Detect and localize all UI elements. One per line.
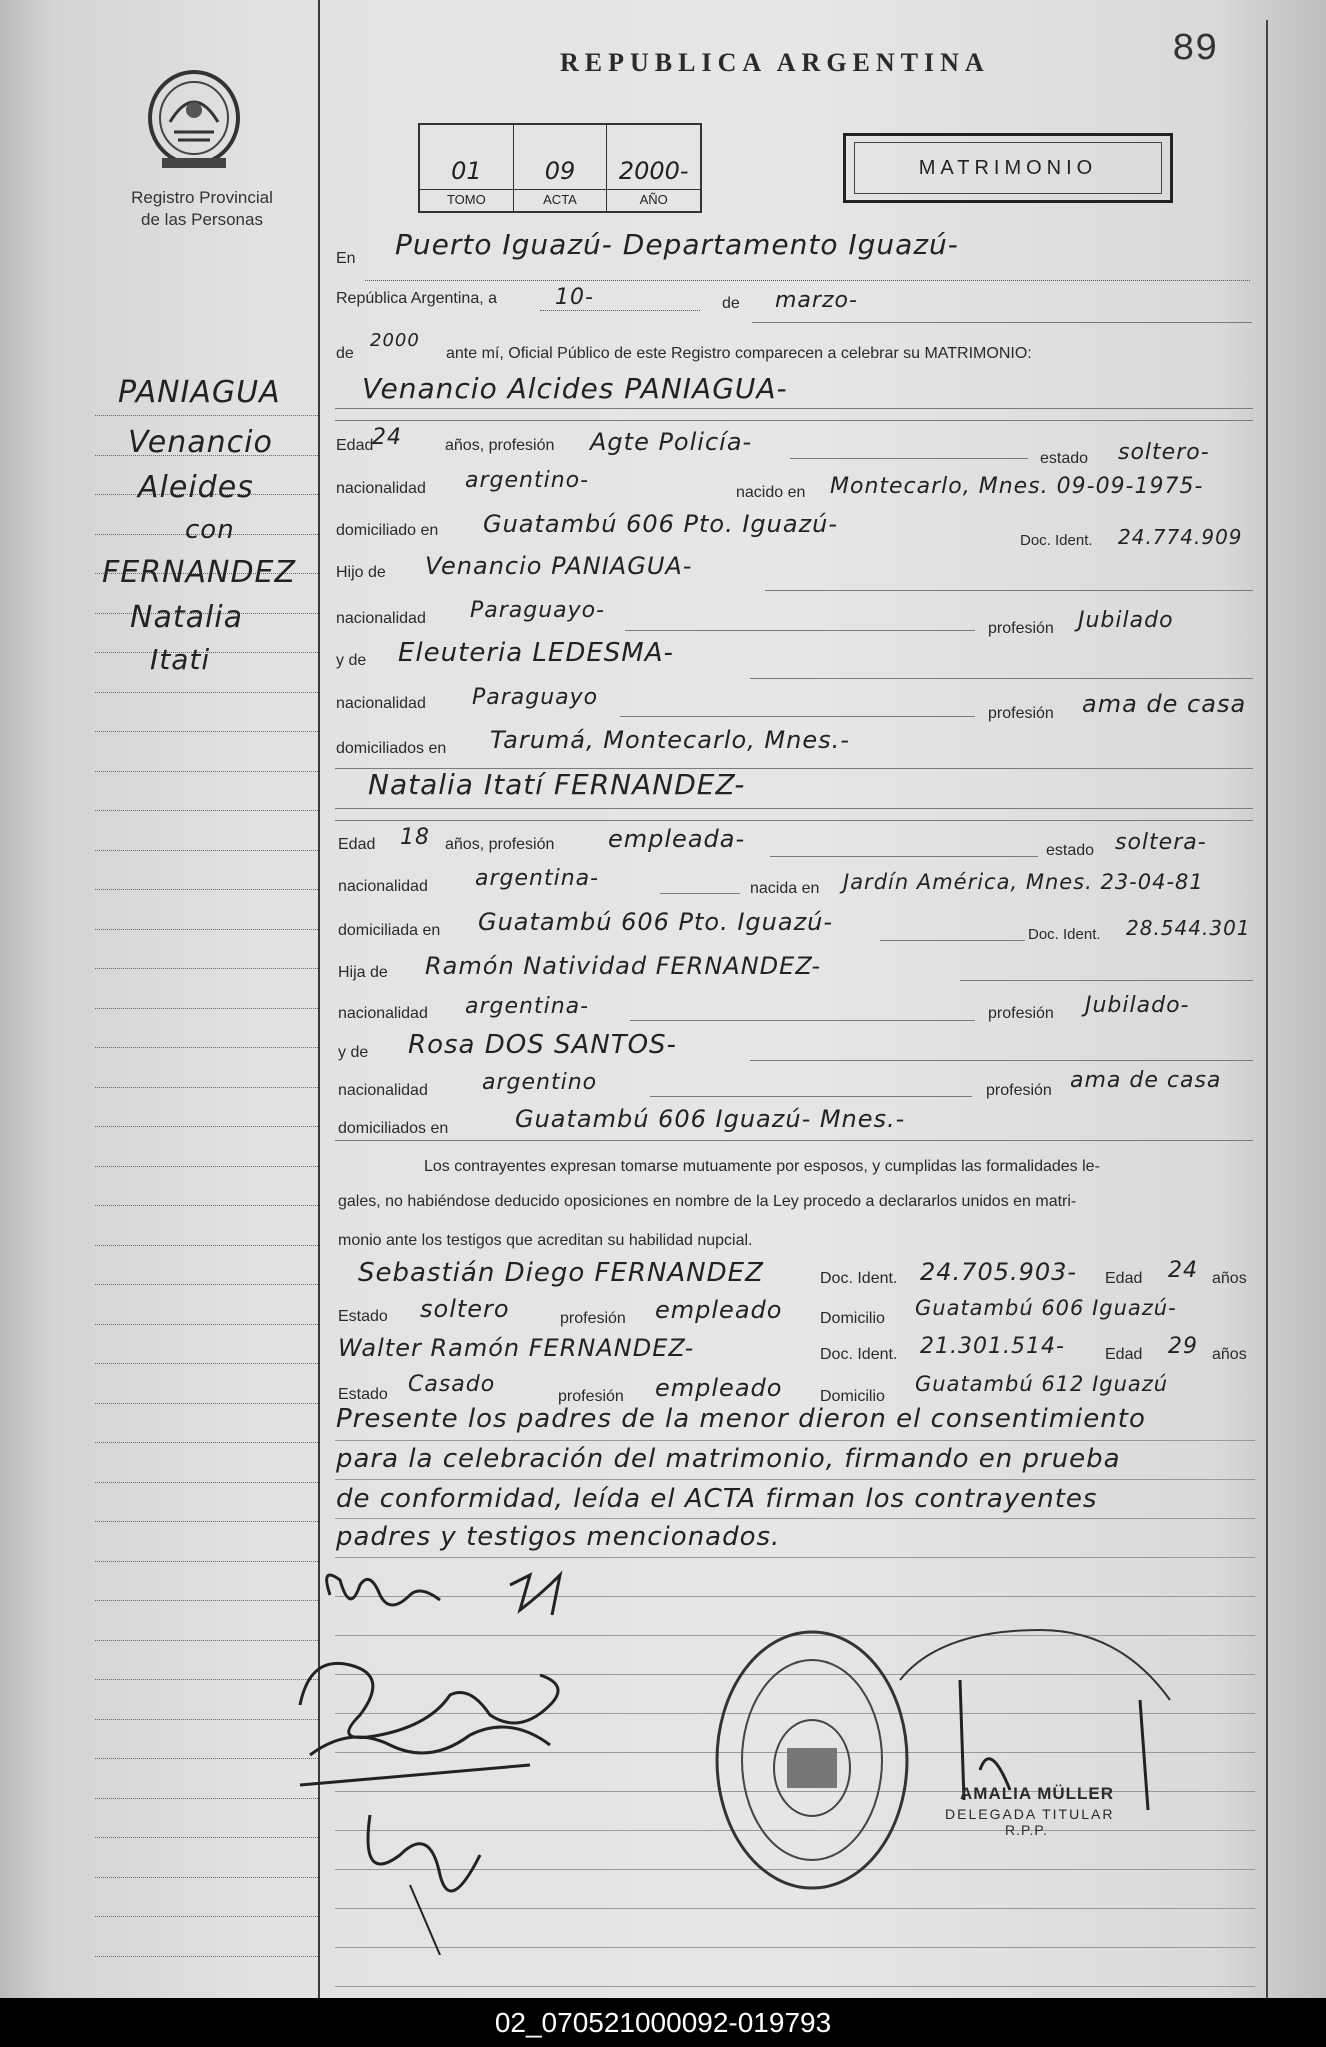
bride-nationality: argentina- — [475, 866, 600, 891]
nacionalidad-label: nacionalidad — [336, 480, 426, 497]
nacido-label: nacido en — [736, 484, 806, 501]
margin-line: Natalia — [130, 600, 244, 635]
profesion-label: profesión — [988, 620, 1054, 637]
anos-profesion-label: años, profesión — [445, 836, 555, 853]
bride-parents-address: Guatambú 606 Iguazú- Mnes.- — [515, 1105, 906, 1133]
estado-label: estado — [1040, 450, 1089, 467]
bride-status: soltera- — [1115, 830, 1207, 855]
margin-rule — [95, 731, 320, 732]
groom-father: Venancio PANIAGUA- — [425, 552, 693, 580]
groom-nationality: argentino- — [465, 468, 590, 493]
groom-status: soltero- — [1118, 440, 1210, 465]
note-line: de conformidad, leída el ACTA firman los contrayentes — [336, 1484, 1098, 1514]
official-title: DELEGADA TITULAR — [945, 1806, 1115, 1822]
margin-rule — [95, 1837, 320, 1838]
nacionalidad-label: nacionalidad — [338, 1005, 428, 1022]
margin-rule — [95, 692, 320, 693]
groom-age: 24 — [372, 425, 402, 450]
record-type-box — [843, 133, 1173, 203]
anos-profesion-label: años, profesión — [445, 437, 555, 454]
margin-rule — [95, 1442, 320, 1443]
registry-name: Registro Provincial de las Personas — [131, 188, 273, 229]
republica-label: República Argentina, a — [336, 290, 497, 307]
ano-label: AÑO — [607, 189, 700, 207]
witness2-profession: empleado — [655, 1374, 783, 1402]
signatures — [290, 1555, 620, 1955]
anos-label: años — [1212, 1346, 1247, 1363]
body-rule — [335, 1518, 1255, 1519]
body-rule — [335, 1986, 1255, 1987]
profesion-label: profesión — [988, 705, 1054, 722]
right-border — [1266, 20, 1268, 1998]
margin-rule — [95, 1916, 320, 1917]
margin-rule — [95, 1403, 320, 1404]
edad-label: Edad — [338, 836, 376, 853]
ano-prefix-label: de — [336, 345, 354, 362]
bride-father-nationality: argentina- — [465, 994, 590, 1019]
ano-value-written: 2000 — [370, 330, 420, 351]
en-value: Puerto Iguazú- Departamento Iguazú- — [395, 228, 959, 261]
dia-value: 10- — [555, 285, 594, 310]
profesion-label: profesión — [988, 1005, 1054, 1022]
paragraph-line: Los contrayentes expresan tomarse mutuamente por esposos, y cumplidas las formalidades le- — [424, 1158, 1100, 1175]
margin-rule — [95, 929, 320, 930]
anos-label: años — [1212, 1270, 1247, 1287]
margin-rule — [95, 771, 320, 772]
edad-label: Edad — [336, 437, 374, 454]
domicilio-label: Domicilio — [820, 1388, 885, 1405]
margin-line: PANIAGUA — [118, 375, 281, 410]
acta-value: 09 — [544, 157, 576, 185]
groom-father-nationality: Paraguayo- — [470, 598, 606, 623]
bride-father: Ramón Natividad FERNANDEZ- — [425, 952, 822, 980]
margin-rule — [95, 1482, 320, 1483]
groom-mother-nationality: Paraguayo — [472, 685, 599, 710]
body-rule — [335, 1440, 1255, 1441]
bride-age: 18 — [400, 825, 430, 850]
hija-label: Hija de — [338, 964, 388, 981]
domiciliados-label: domiciliados en — [338, 1120, 449, 1137]
edad-label: Edad — [1105, 1270, 1143, 1287]
witness2-name: Walter Ramón FERNANDEZ- — [338, 1334, 695, 1362]
domiciliado-label: domiciliado en — [336, 522, 439, 539]
doc-label: Doc. Ident. — [820, 1346, 898, 1363]
margin-rule — [95, 1877, 320, 1878]
ano-value: 2000- — [618, 157, 689, 185]
ante-text: ante mí, Oficial Público de este Registro comparecen a celebrar su MATRIMONIO: — [446, 345, 1032, 362]
note-line: para la celebración del matrimonio, firmando en prueba — [336, 1444, 1121, 1474]
margin-rule — [95, 1245, 320, 1246]
domiciliada-label: domiciliada en — [338, 922, 441, 939]
margin-rule — [95, 810, 320, 811]
official-org: R.P.P. — [1005, 1822, 1048, 1838]
page-number: 89 — [1172, 28, 1218, 71]
groom-mother-profession: ama de casa — [1082, 690, 1247, 718]
witness1-doc: 24.705.903- — [920, 1258, 1078, 1286]
bride-mother-profession: ama de casa — [1070, 1068, 1222, 1093]
paragraph-line: gales, no habiéndose deducido oposiciones en nombre de la Ley procedo a declararlos unidos en matri- — [338, 1193, 1077, 1210]
note-line: Presente los padres de la menor dieron el consentimiento — [336, 1404, 1146, 1434]
margin-line: Aleides — [138, 470, 254, 505]
bride-name: Natalia Itatí FERNANDEZ- — [368, 768, 746, 801]
doc-label: Doc. Ident. — [1020, 532, 1093, 549]
margin-rule — [95, 1798, 320, 1799]
margin-rule — [95, 1363, 320, 1364]
witness1-profession: empleado — [655, 1296, 783, 1324]
nacida-label: nacida en — [750, 880, 820, 897]
nacionalidad-label: nacionalidad — [338, 1082, 428, 1099]
margin-line: con — [185, 515, 235, 545]
estado-label: Estado — [338, 1386, 388, 1403]
margin-line: FERNANDEZ — [102, 555, 297, 590]
hijo-label: Hijo de — [336, 564, 386, 581]
nacionalidad-label: nacionalidad — [338, 878, 428, 895]
body-rule — [335, 1479, 1255, 1480]
de-label: de — [722, 295, 740, 312]
y-de-label: y de — [336, 652, 367, 669]
profesion-label: profesión — [560, 1310, 626, 1327]
witness1-age: 24 — [1168, 1258, 1198, 1283]
bride-birthplace: Jardín América, Mnes. 23-04-81 — [843, 870, 1204, 894]
mes-value: marzo- — [775, 288, 858, 313]
margin-rule — [95, 1284, 320, 1285]
page-title: REPUBLICA ARGENTINA — [560, 48, 990, 77]
margin-rule — [95, 1166, 320, 1167]
margin-rule — [95, 1719, 320, 1720]
record-type: MATRIMONIO — [854, 142, 1162, 194]
groom-mother: Eleuteria LEDESMA- — [398, 638, 674, 668]
margin-rule — [95, 1679, 320, 1680]
witness1-address: Guatambú 606 Iguazú- — [915, 1296, 1177, 1320]
groom-doc: 24.774.909 — [1118, 525, 1243, 549]
witness2-status: Casado — [408, 1372, 496, 1397]
witness1-name: Sebastián Diego FERNANDEZ — [358, 1258, 764, 1288]
bride-mother-nationality: argentino — [482, 1070, 598, 1095]
margin-rule — [95, 415, 320, 416]
margin-rule — [95, 1758, 320, 1759]
provincial-seal-icon — [140, 62, 248, 172]
bride-father-profession: Jubilado- — [1085, 993, 1190, 1018]
y-de-label: y de — [338, 1044, 369, 1061]
groom-birthplace: Montecarlo, Mnes. 09-09-1975- — [830, 474, 1204, 499]
margin-rule — [95, 1087, 320, 1088]
witness1-status: soltero — [420, 1295, 510, 1323]
groom-name: Venancio Alcides PANIAGUA- — [362, 372, 788, 405]
margin-rule — [95, 1126, 320, 1127]
margin-rule — [95, 1008, 320, 1009]
groom-father-profession: Jubilado — [1078, 608, 1174, 633]
margin-rule — [95, 968, 320, 969]
official-name: AMALIA MÜLLER — [960, 1784, 1115, 1803]
margin-rule — [95, 850, 320, 851]
margin-rule — [95, 1561, 320, 1562]
acta-label: ACTA — [514, 189, 607, 207]
doc-label: Doc. Ident. — [820, 1270, 898, 1287]
nacionalidad-label: nacionalidad — [336, 695, 426, 712]
document-id: 02_070521000092-019793 — [0, 1998, 1326, 2047]
margin-rule — [95, 1600, 320, 1601]
profesion-label: profesión — [986, 1082, 1052, 1099]
profesion-label: profesión — [558, 1388, 624, 1405]
margin-rule — [95, 1956, 320, 1957]
margin-rule — [95, 1205, 320, 1206]
estado-label: Estado — [338, 1308, 388, 1325]
margin-rule — [95, 1640, 320, 1641]
margin-line: Itati — [150, 643, 211, 676]
note-line: padres y testigos mencionados. — [336, 1522, 781, 1552]
tomo-label: TOMO — [420, 189, 513, 207]
bride-address: Guatambú 606 Pto. Iguazú- — [478, 908, 834, 936]
bride-profession: empleada- — [608, 825, 746, 853]
domiciliados-label: domiciliados en — [336, 740, 447, 757]
record-number-box — [418, 123, 702, 213]
margin-rule — [95, 889, 320, 890]
domicilio-label: Domicilio — [820, 1310, 885, 1327]
margin-rule — [95, 1324, 320, 1325]
groom-parents-address: Tarumá, Montecarlo, Mnes.- — [490, 726, 850, 754]
bride-mother: Rosa DOS SANTOS- — [408, 1030, 677, 1060]
edad-label: Edad — [1105, 1346, 1143, 1363]
groom-profession: Agte Policía- — [590, 428, 753, 456]
bride-doc: 28.544.301 — [1126, 916, 1251, 940]
groom-address: Guatambú 606 Pto. Iguazú- — [483, 510, 839, 538]
margin-rule — [95, 1047, 320, 1048]
doc-label: Doc. Ident. — [1028, 926, 1101, 943]
witness2-address: Guatambú 612 Iguazú — [915, 1372, 1169, 1396]
paragraph-line: monio ante los testigos que acreditan su habilidad nupcial. — [338, 1232, 753, 1249]
tomo-value: 01 — [451, 157, 482, 185]
estado-label: estado — [1046, 842, 1095, 859]
witness2-age: 29 — [1168, 1334, 1198, 1359]
witness2-doc: 21.301.514- — [920, 1334, 1065, 1359]
nacionalidad-label: nacionalidad — [336, 610, 426, 627]
margin-rule — [95, 1521, 320, 1522]
margin-line: Venancio — [128, 425, 273, 460]
en-label: En — [336, 250, 356, 267]
